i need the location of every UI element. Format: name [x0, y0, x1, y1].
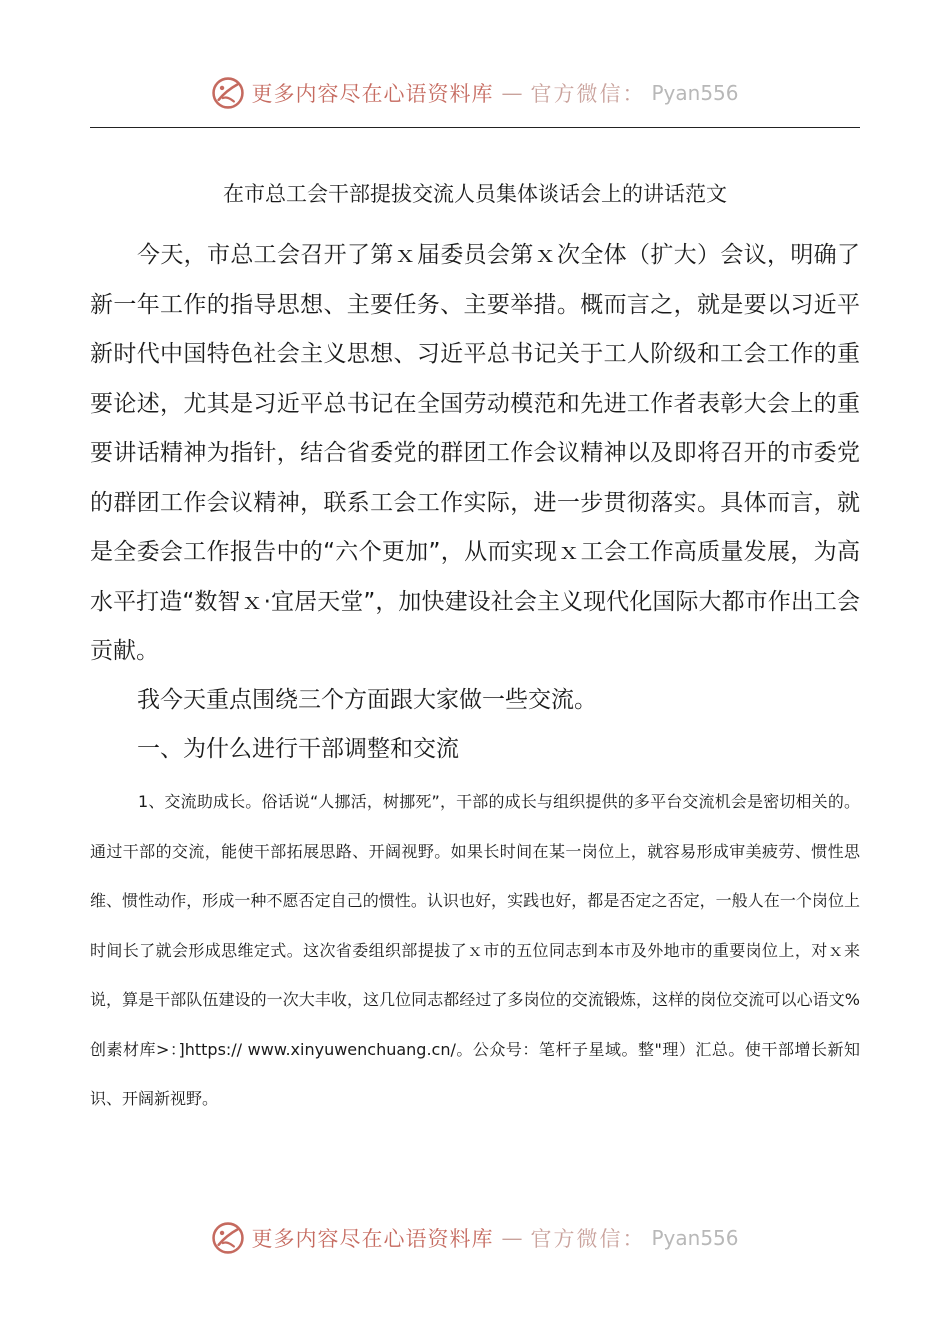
paragraph-point-1-text: 1、交流助成长。俗话说“人挪活，树挪死”，干部的成长与组织提供的多平台交流机会是密切相关的。通过干部的交流，能使干部拓展思路、开阔视野。如果长时间在某一岗位上，就容易形成审美疲劳、惯性思维、惯性动作，形成一种不愿否定自己的惯性。认识也好，实践也好，都是否定之否定，一般人在一个岗位上时间长了就会形成思维定式。这次省委组织部提拔了ｘ市的五位同志到本市及外地市的重要岗位上，对ｘ来说，算是干部队伍建设的一次大丰收，这几位同志都经过了多岗位的交流锻炼，这样的岗位交流可以心语文%创素材库>：] [90, 792, 860, 1059]
logo-icon [211, 76, 245, 110]
banner-contact-label: 官方微信： [530, 82, 646, 106]
banner-separator: — [501, 1226, 523, 1250]
footer-banner [0, 1218, 950, 1258]
banner-contact-value: Pyan556 [651, 81, 739, 105]
paragraph-point-1 [90, 777, 860, 1124]
paragraph-intro: 今天，市总工会召开了第ｘ届委员会第ｘ次全体（扩大）会议，明确了新一年工作的指导思想、主要任务、主要举措。概而言之，就是要以习近平新时代中国特色社会主义思想、习近平总书记关于工人阶级和工会工作的重要论述，尤其是习近平总书记在全国劳动模范和先进工作者表彰大会上的重要讲话精神为指针，结合省委党的群团工作会议精神以及即将召开的市委党的群团工作会议精神，联系工会工作实际，进一步贯彻落实。具体而言，就是全委会工作报告中的“六个更加”，从而实现ｘ工会工作高质量发展，为高水平打造“数智ｘ·宜居天堂”，加快建设社会主义现代化国际大都市作出工会贡献。 [90, 242, 860, 664]
document-title: 在市总工会干部提拔交流人员集体谈话会上的讲话范文 [223, 182, 727, 206]
logo-icon [211, 1221, 245, 1255]
banner-text: 更多内容尽在心语资料库 [251, 82, 494, 106]
banner-contact-value: Pyan556 [651, 1226, 739, 1250]
paragraph-point-1-tail: 。公众号：笔杆子星域。整"理）汇总。使干部增长新知识、开阔新视野。 [90, 1039, 860, 1108]
paragraph-focus: 我今天重点围绕三个方面跟大家做一些交流。 [137, 687, 597, 713]
section-heading: 一、为什么进行干部调整和交流 [137, 736, 459, 762]
header-rule [90, 127, 860, 128]
banner-contact-label: 官方微信： [530, 1227, 646, 1251]
banner-separator: — [501, 81, 523, 105]
paragraph-point-1-url: https:// www.xinyuwenchuang.cn/ [184, 1039, 456, 1059]
banner-text: 更多内容尽在心语资料库 [251, 1227, 494, 1251]
header-banner [0, 73, 950, 113]
